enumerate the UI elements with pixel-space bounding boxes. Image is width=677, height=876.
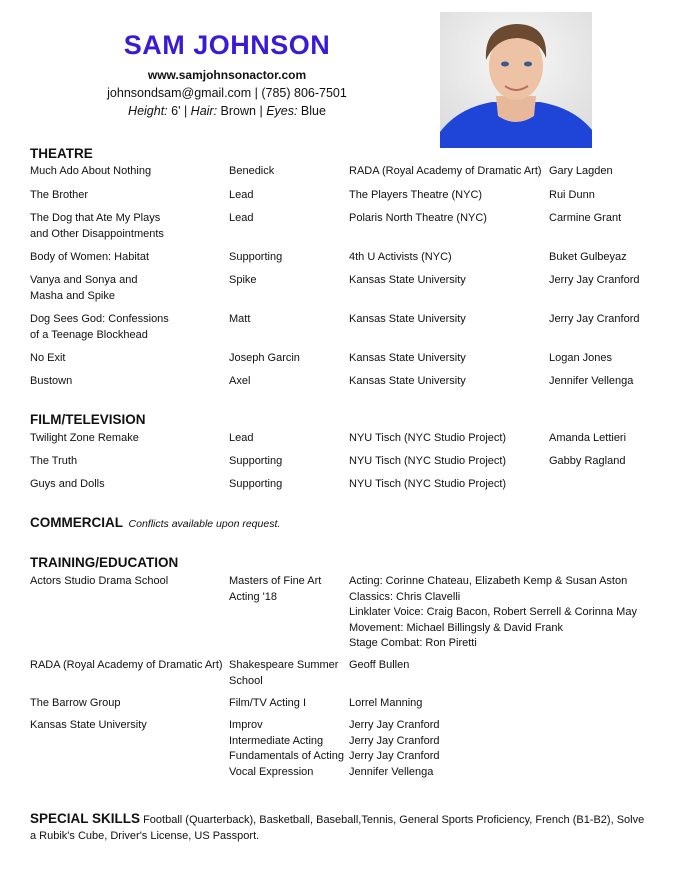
director: Jennifer Vellenga xyxy=(549,375,634,387)
school: The Barrow Group xyxy=(30,697,121,709)
commercial-note: Conflicts available upon request. xyxy=(128,518,281,530)
physical-stats xyxy=(0,104,454,118)
program: Masters of Fine Art Acting '18 xyxy=(229,575,322,603)
role: Supporting xyxy=(229,251,283,263)
email-phone: johnsondsam@gmail.com | (785) 806-7501 xyxy=(107,86,347,100)
production-title: The Truth xyxy=(30,455,78,467)
eyes-label: Eyes: xyxy=(266,104,298,118)
eyes-value: Blue xyxy=(297,104,326,118)
director: Amanda Lettieri xyxy=(549,432,627,444)
commercial-heading: COMMERCIAL xyxy=(30,515,123,530)
hair-label: Hair: xyxy=(190,104,218,118)
teachers: Acting: Corinne Chateau, Elizabeth Kemp & Susan Aston Classics: Chris Clavelli Linklater Voice: Craig Bacon, Robert Serrell & Corinna May Movement: Michael Billingsly & David Frank Stage Combat: Ron Piretti xyxy=(349,575,637,649)
venue: NYU Tisch (NYC Studio Project) xyxy=(349,432,507,444)
director: Gary Lagden xyxy=(549,165,613,177)
film-heading: FILM/TELEVISION xyxy=(30,412,146,427)
production-title: Vanya and Sonya and Masha and Spike xyxy=(30,274,138,302)
commercial-section xyxy=(30,515,280,530)
director: Buket Gulbeyaz xyxy=(549,251,627,263)
venue: NYU Tisch (NYC Studio Project) xyxy=(349,478,507,490)
production-title: Guys and Dolls xyxy=(30,478,105,490)
training-heading: TRAINING/EDUCATION xyxy=(30,555,179,570)
school: Actors Studio Drama School xyxy=(30,575,169,587)
theatre-heading: THEATRE xyxy=(30,146,93,161)
role: Lead xyxy=(229,189,254,201)
teachers: Jerry Jay Cranford Jerry Jay Cranford Jerry Jay Cranford Jennifer Vellenga xyxy=(349,719,440,778)
actor-name: SAM JOHNSON xyxy=(123,30,331,60)
production-title: No Exit xyxy=(30,352,66,364)
website-link[interactable]: www.samjohnsonactor.com xyxy=(147,68,307,82)
teachers: Lorrel Manning xyxy=(349,697,423,709)
production-title: Twilight Zone Remake xyxy=(30,432,139,444)
skills-heading: SPECIAL SKILLS xyxy=(30,811,141,826)
role: Spike xyxy=(229,274,257,286)
program: Film/TV Acting I xyxy=(229,697,307,709)
venue: RADA (Royal Academy of Dramatic Art) xyxy=(349,165,542,177)
venue: The Players Theatre (NYC) xyxy=(349,189,483,201)
special-skills xyxy=(30,811,650,844)
role: Supporting xyxy=(229,478,283,490)
headshot-illustration xyxy=(440,12,592,148)
venue: 4th U Activists (NYC) xyxy=(349,251,452,263)
director: Carmine Grant xyxy=(549,212,622,224)
venue: Kansas State University xyxy=(349,352,466,364)
height-label: Height: xyxy=(128,104,168,118)
director: Jerry Jay Cranford xyxy=(549,274,640,286)
school: Kansas State University xyxy=(30,719,147,731)
director: Rui Dunn xyxy=(549,189,595,201)
role: Matt xyxy=(229,313,251,325)
height-value: 6' | xyxy=(167,104,191,118)
director: Logan Jones xyxy=(549,352,612,364)
venue: Polaris North Theatre (NYC) xyxy=(349,212,487,224)
production-title: The Brother xyxy=(30,189,89,201)
director: Jerry Jay Cranford xyxy=(549,313,640,325)
hair-value: Brown | xyxy=(217,104,267,118)
venue: Kansas State University xyxy=(349,274,466,286)
school: RADA (Royal Academy of Dramatic Art) xyxy=(30,659,223,671)
headshot-photo xyxy=(440,12,592,148)
role: Benedick xyxy=(229,165,275,177)
production-title: Bustown xyxy=(30,375,73,387)
venue: Kansas State University xyxy=(349,313,466,325)
teachers: Geoff Bullen xyxy=(349,659,410,671)
director: Gabby Ragland xyxy=(549,455,626,467)
role: Supporting xyxy=(229,455,283,467)
production-title: The Dog that Ate My Plays and Other Disappointments xyxy=(30,212,164,240)
program: Shakespeare Summer School xyxy=(229,659,339,687)
production-title: Dog Sees God: Confessions of a Teenage Blockhead xyxy=(30,313,169,341)
skills-text: Football (Quarterback), Basketball, Baseball,Tennis, General Sports Proficiency, French (B1-B2), Solve a Rubik's Cube, Driver's License, US Passport. xyxy=(30,814,645,842)
role: Lead xyxy=(229,432,254,444)
program: Improv Intermediate Acting Fundamentals of Acting Vocal Expression xyxy=(229,719,344,778)
venue: Kansas State University xyxy=(349,375,466,387)
role: Lead xyxy=(229,212,254,224)
role: Joseph Garcin xyxy=(229,352,300,364)
production-title: Much Ado About Nothing xyxy=(30,165,152,177)
role: Axel xyxy=(229,375,251,387)
production-title: Body of Women: Habitat xyxy=(30,251,150,263)
venue: NYU Tisch (NYC Studio Project) xyxy=(349,455,507,467)
